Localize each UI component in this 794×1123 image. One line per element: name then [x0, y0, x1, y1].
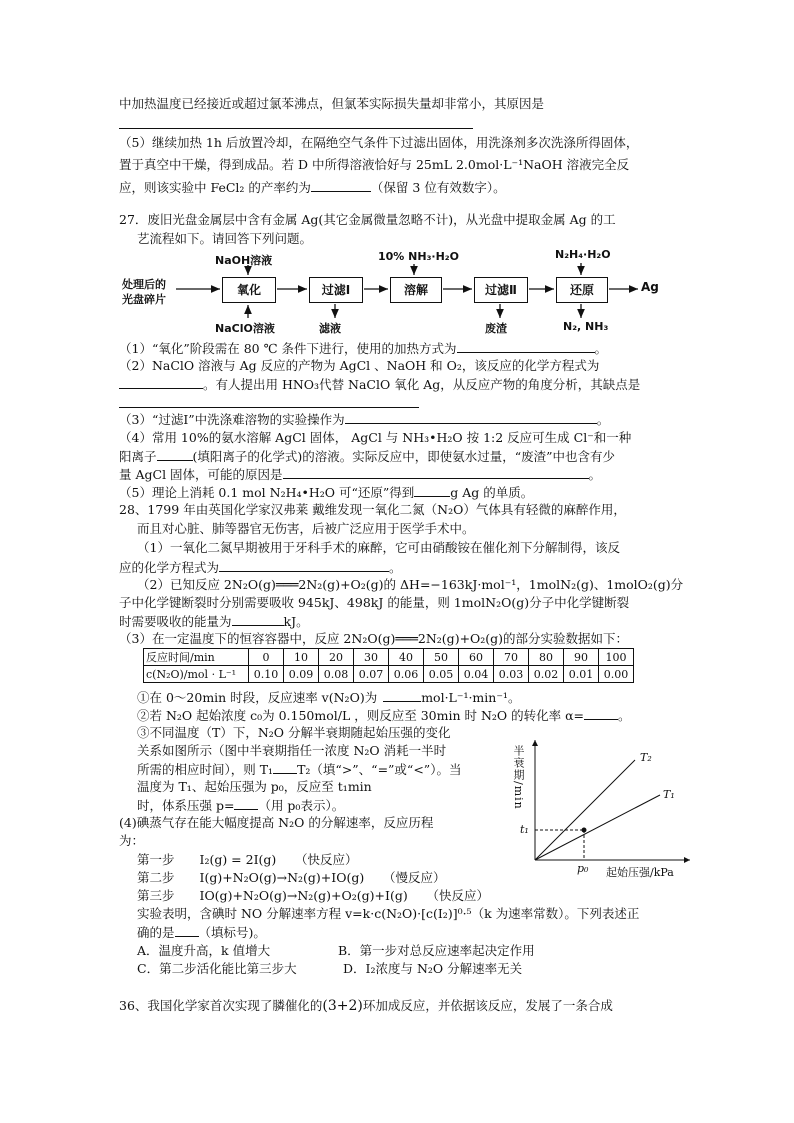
q27-s3: （3）“过滤Ⅰ”中洗涤难溶物的实验操作为 。	[119, 412, 610, 427]
graph-t2-label: T₂	[640, 751, 652, 764]
table-header-conc: c(N₂O)/mol · L⁻¹	[144, 666, 249, 683]
graph-y-label: 半衰期/min	[512, 745, 525, 810]
q28-option-b: B．第一步对总反应速率起决定作用	[338, 943, 535, 958]
table-cell: 0.03	[494, 666, 529, 683]
table-cell: 10	[284, 649, 319, 666]
table-cell: 0.10	[249, 666, 284, 683]
flow-box-oxidation: 氧化	[222, 277, 276, 303]
q28-s3-1: ①在 0～20min 时段，反应速率 v(N₂O)为 mol·L⁻¹·min⁻¹。	[137, 690, 521, 705]
flow-input-naclo: NaClO溶液	[215, 322, 275, 335]
q27-s2-line2: 。有人提出用 HNO₃代替 NaClO 氧化 Ag，从反应产物的角度分析，其缺点是	[119, 376, 640, 392]
q28-step3: 第三步 IO(g)+N₂O(g)→N₂(g)+O₂(g)+I(g) （快反应）	[137, 888, 489, 903]
table-cell: 0.06	[389, 666, 424, 683]
q26-p5-line3: 应，则该实验中 FeCl₂ 的产率约为 （保留 3 位有效数字）。	[119, 180, 506, 195]
q28-s2-line1: （2）已知反应 2N₂O(g)═══2N₂(g)+O₂(g)的 ΔH=−163kJ·mol⁻¹，1molN₂(g)、1molO₂(g)分	[137, 577, 684, 592]
q28-s3-3-line1: ③不同温度（T）下，N₂O 分解半衰期随起始压强的变化	[137, 725, 451, 740]
flow-box-filter2: 过滤Ⅱ	[474, 277, 528, 303]
q28-pressure-blank[interactable]	[234, 797, 258, 810]
q28-choice-blank[interactable]	[175, 924, 199, 937]
q28-s4-choose: 确的是 （填标号)。	[137, 925, 266, 940]
q28-s2-line2: 子中化学键断裂时分别需要吸收 945kJ、498kJ 的能量，则 1molN₂O(g)分子中化学键断裂	[119, 595, 630, 610]
q28-compare-blank[interactable]	[273, 761, 297, 774]
table-header-time: 反应时间/min	[144, 649, 249, 666]
q27-s3-blank[interactable]	[345, 411, 597, 424]
q27-s1: （1）“氧化”阶段需在 80 ℃ 条件下进行，使用的加热方式为 。	[119, 341, 608, 356]
q28-option-a: A．温度升高，k 值增大	[137, 943, 271, 958]
q27-s4-blank2[interactable]	[283, 466, 589, 479]
q28-s1-line2: 应的化学方程式为 。	[119, 560, 402, 575]
q27-s2-blank2[interactable]	[119, 407, 419, 408]
table-cell: 0.04	[459, 666, 494, 683]
q27-s4-line3: 量 AgCl 固体，可能的原因是 。	[119, 467, 602, 482]
graph-p0-tick: p₀	[577, 862, 589, 875]
table-cell: 0.09	[284, 666, 319, 683]
q28-s3-intro: （3）在一定温度下的恒容容器中，反应 2N₂O(g)═══2N₂(g)+O₂(g)的部分实验数据如下：	[119, 631, 629, 646]
q28-s4-statement: 实验表明，含碘时 NO 分解速率方程 v=k·c(N₂O)·[c(I₂)]⁰·⁵（k 为速率常数）。下列表述正	[137, 906, 640, 921]
flow-box-dissolve: 溶解	[390, 277, 442, 303]
q27-s4-line2: 阳离子 (填阳离子的化学式)的溶液。实际反应中，即使氨水过量，“废渣”中也含有少	[119, 449, 616, 464]
table-cell: 40	[389, 649, 424, 666]
table-cell: 50	[424, 649, 459, 666]
table-cell: 0.02	[529, 666, 564, 683]
table-cell: 0.00	[599, 666, 634, 683]
graph-t1-label: T₁	[663, 788, 675, 801]
q28-conversion-blank[interactable]	[584, 707, 618, 720]
flow-box-reduction: 还原	[556, 277, 608, 303]
q28-s3-3-line3: 所需的相应时间），则 T₁ T₂（填“>”、“=”或“<”）。当	[137, 762, 462, 777]
q28-s2-blank[interactable]	[232, 613, 284, 626]
graph-line-t1	[535, 795, 660, 860]
flow-input-hydrazine: N₂H₄·H₂O	[555, 248, 611, 261]
q28-s3-3-line2: 关系如图所示（图中半衰期指任一浓度 N₂O 消耗一半时	[137, 743, 447, 758]
q27-s5-blank[interactable]	[414, 484, 450, 497]
graph-point	[582, 828, 587, 833]
q28-intro-line2: 而且对心脏、肺等器官无伤害，后被广泛应用于医学手术中。	[137, 521, 475, 536]
q28-s2-line3: 时需要吸收的能量为 kJ。	[119, 614, 309, 629]
flow-input-naoh: NaOH溶液	[215, 254, 273, 267]
flow-input-ammonia: 10% NH₃·H₂O	[378, 250, 459, 263]
graph-t1-tick: t₁	[520, 823, 529, 836]
q27-intro-line1: 27．废旧光盘金属层中含有金属 Ag(其它金属微量忽略不计)，从光盘中提取金属 Ag 的工	[119, 212, 616, 227]
q27-s1-blank[interactable]	[457, 340, 595, 353]
q26-p5-line2: 置于真空中干燥，得到成品。若 D 中所得溶液恰好与 25mL 2.0mol·L⁻¹NaOH 溶液完全反	[119, 157, 630, 172]
table-cell: 0.07	[354, 666, 389, 683]
q28-data-table	[143, 648, 634, 683]
table-row-time	[144, 649, 634, 666]
q28-rate-blank[interactable]	[383, 689, 421, 702]
q28-s3-3-line4: 温度为 T₁、起始压强为 p₀，反应至 t₁min	[137, 779, 372, 794]
q28-s1-line1: （1）一氧化二氮早期被用于牙科手术的麻醉，它可由硝酸铵在催化剂下分解制得，该反	[137, 540, 620, 555]
q26-cont-line: 中加热温度已经接近或超过氯苯沸点，但氯苯实际损失量却非常小，其原因是	[119, 96, 545, 111]
table-cell: 0.01	[564, 666, 599, 683]
table-cell: 80	[529, 649, 564, 666]
half-life-graph	[500, 735, 700, 880]
q26-p5-line1: （5）继续加热 1h 后放置冷却，在隔绝空气条件下过滤出固体，用洗涤剂多次洗涤所得固体，	[119, 135, 639, 150]
q27-s5: （5）理论上消耗 0.1 mol N₂H₄•H₂O 可“还原”得到 g Ag 的单质。	[119, 485, 534, 500]
flow-start-label-1: 处理后的	[122, 278, 166, 291]
q28-s3-2: ②若 N₂O 起始浓度 c₀为 0.150mol/L ，则反应至 30min 时 N₂O 的转化率 α= 。	[137, 708, 631, 723]
q27-s4-blank1[interactable]	[157, 448, 193, 461]
flowchart-arrows	[0, 0, 794, 340]
q28-step1: 第一步 I₂(g) = 2I(g) （快反应）	[137, 852, 358, 867]
table-cell: 0.05	[424, 666, 459, 683]
q28-s1-blank[interactable]	[219, 559, 389, 572]
q27-intro-line2: 艺流程如下。请回答下列问题。	[137, 231, 313, 246]
table-cell: 100	[599, 649, 634, 666]
q28-step2: 第二步 I(g)+N₂O(g)→N₂(g)+IO(g) （慢反应）	[137, 870, 446, 885]
graph-line-t2	[535, 760, 635, 860]
q36-line: 36、我国化学家首次实现了膦催化的(3+2)环加成反应，并依据该反应，发展了一条合成	[119, 998, 613, 1014]
flow-output-gases: N₂, NH₃	[563, 320, 609, 333]
q27-s2-line1: （2）NaClO 溶液与 Ag 反应的产物为 AgCl 、NaOH 和 O₂，该反应的化学方程式为	[119, 358, 600, 373]
table-cell: 70	[494, 649, 529, 666]
q28-option-c: C．第二步活化能比第三步大	[137, 961, 297, 976]
flow-product-ag: Ag	[641, 280, 659, 294]
flow-start-label-2: 光盘碎片	[122, 293, 166, 306]
q28-intro-line1: 28、1799 年由英国化学家汉弗莱 戴维发现一氧化二氮（N₂O）气体具有轻微的麻醉作用，	[119, 502, 626, 517]
table-cell: 30	[354, 649, 389, 666]
table-cell: 0.08	[319, 666, 354, 683]
flow-output-filtrate: 滤液	[319, 322, 341, 335]
table-cell: 20	[319, 649, 354, 666]
table-cell: 0	[249, 649, 284, 666]
q28-s4-line2: 为：	[119, 833, 145, 848]
q27-s2-blank1[interactable]	[119, 376, 203, 389]
table-cell: 60	[459, 649, 494, 666]
q27-s4-line1: （4）常用 10%的氨水溶解 AgCl 固体， AgCl 与 NH₃•H₂O 按 1:2 反应可生成 Cl⁻和一种	[119, 430, 632, 445]
flow-box-filter1: 过滤Ⅰ	[309, 277, 363, 303]
flow-output-residue: 废渣	[485, 322, 507, 335]
table-row-concentration	[144, 666, 634, 683]
graph-x-label: 起始压强/kPa	[606, 866, 674, 879]
q28-option-d: D．I₂浓度与 N₂O 分解速率无关	[343, 961, 523, 976]
q28-s3-3-line5: 时，体系压强 p= （用 p₀表示）。	[137, 798, 345, 813]
q28-s4-line1: (4)碘蒸气存在能大幅度提高 N₂O 的分解速率，反应历程	[119, 815, 434, 830]
table-cell: 90	[564, 649, 599, 666]
